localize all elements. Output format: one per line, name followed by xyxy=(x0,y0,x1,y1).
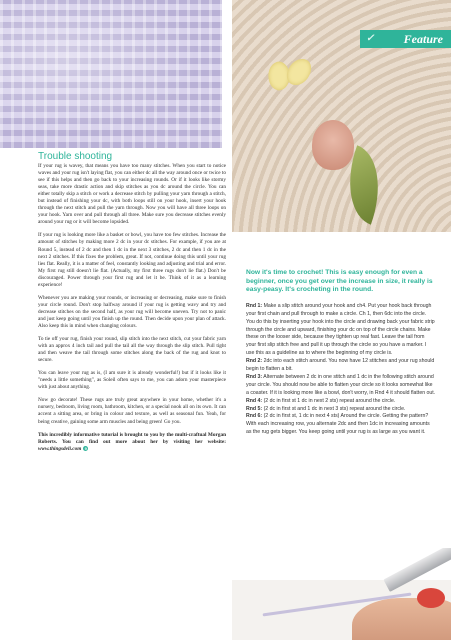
round-list xyxy=(246,303,436,437)
round-text: (2 dc in first st, 1 dc in next 4 sts) Around the circle. Getting the pattern? With each increasing row, you alternate 2dc and then 1dc in increasing amounts as the rug gets bigger. You keep going until your rug is as large as you want it. xyxy=(246,413,430,436)
round-text: Alternate between 2 dc in one stitch and 1 dc in the following stitch around your circle. You should now be able to flatten your circle so it looks somewhat like a coaster. If it is looking more like a bowl, don't worry, in Rnd 4 it should flatten out. xyxy=(246,373,436,396)
round-text: 2dc into each stitch around. You now have 12 stitches and your rug should begin to flatten a bit. xyxy=(246,358,435,373)
instructions-intro: Now it's time to crochet! This is easy enough for even a beginner, once you get over the increase in size, it really is easy-peasy. It's crocheting in the round. xyxy=(246,269,433,294)
round-text: Make a slip stitch around your hook and ch4. Put your hook back through your first chain and pull through to make a circle. Ch 1, then 6dc into the circle. You do this by inserting your hook into the circle and drawing back your fabric strip through the circle and upward, finishing your dc on top of the circle chains. Make these on the looser side, because they tighten up real fast. Leave the tail from your first slip stitch free and pull it up through the circle so you have a marker. I use this as a guideline as to where the beginning of my circle is. xyxy=(246,302,435,357)
round-step xyxy=(246,358,436,374)
body-paragraph: You can leave your rug as is, (I am sure it is already wonderful!) but if it looks like it "needs a little something", as Soleil often says to me, you can adorn your masterpiece with just about anything. xyxy=(38,370,226,391)
round-step xyxy=(246,303,436,358)
round-step xyxy=(246,406,436,414)
body-paragraph: To tie off your rug, finish your round, slip stitch into the next stitch, cut your fabric yarn with an approx 4 inch tail and pull the tail all the way through the slip stitch. Pull tight and then weave the tail through some stitches along the back of the rug and knot to secure. xyxy=(38,336,226,364)
troubleshooting-heading: Trouble shooting xyxy=(38,151,113,162)
author-credit xyxy=(38,432,226,453)
scissors-photo xyxy=(232,548,451,640)
butterfly-appliqué xyxy=(268,58,314,98)
body-paragraph: Whenever you are making your rounds, or increasing or decreasing, make sure to finish your circle round. Don't stop halfway around if your rug is getting wavy and try and decrease stitches on the second half, as your rug will become uneven. Try not to panic and just keep going until you finish up the round. Then decide upon your plan of attack. Also keep this in mind when changing colours. xyxy=(38,294,226,329)
page-number: 9 xyxy=(84,445,87,451)
round-label: Rnd 5: xyxy=(246,405,263,412)
feature-tab: ✓ Feature xyxy=(360,30,451,48)
round-label: Rnd 4: xyxy=(246,397,263,404)
round-label: Rnd 6: xyxy=(246,413,263,420)
scissors-blade xyxy=(383,548,451,592)
author-website-link[interactable]: www.thingsdeli.com xyxy=(38,445,82,452)
instructions-column xyxy=(246,269,436,437)
credit-text: This incredibly informative tutorial is brought to you by the multi-craftual Morgan Roberts. You can find out more about her by visiting her website: xyxy=(38,431,226,445)
round-label: Rnd 1: xyxy=(246,302,263,309)
round-label: Rnd 3: xyxy=(246,373,263,380)
flower-appliqué xyxy=(312,120,354,170)
round-label: Rnd 2: xyxy=(246,358,263,365)
yarn-closeup-photo xyxy=(0,0,222,148)
round-step xyxy=(246,398,436,406)
round-text: (2 dc in first st and 1 dc in next 3 sts) repeat around the circle. xyxy=(262,405,406,412)
troubleshooting-column xyxy=(38,150,226,459)
scissors-handle xyxy=(417,588,445,608)
round-step xyxy=(246,413,436,437)
round-text: (2 dc in first st 1 dc in next 2 sts) repeat around the circle. xyxy=(262,397,396,404)
body-paragraph: If your rug is looking more like a basket or bowl, you have too few stitches. Increase the amount of stitches by making more 2 dc in your dc stitches. For example, if you are at Round 5, instead of 2 dc and then 1 dc in the next 3 stitches, 2 dc and then 1 dc in the next 2 stitches. If this fixes the problem, great. If not, continue doing this until your rug lies flat. Really, it is a matter of feel, constantly looking and adjusting and trial and error. My first rug still doesn't lie flat. (Actually, my first three rugs don't lie flat.) Don't be discouraged. Power through your first rug and let it be. Think of it as a learning experience! xyxy=(38,232,226,288)
body-paragraph: If your rug is wavey, that means you have too many stitches. When you start to notice waves and your rug isn't laying flat, you can either dc all the way around once or twice to see if this helps and then go back to your increasing rounds. Or if it looks like stormy seas, take more drastic action and skip stitches as you dc around the circle. You can either totally skip a stitch or work a decrease stitch by pulling your yarn through a stitch, but instead of finishing your dc, with both loops still on your hook, insert your hook through the next stitch and pull the yarn through. Now you will have all three loops on your hook. Yarn over and pull through all three. Make sure you decrease stitches evenly around your rug or it will become lopsided. xyxy=(38,163,226,226)
body-paragraph: Now go decorate! These rugs are truly great anywhere in your home, whether it's a nursery, bedroom, living room, bathroom, kitchen, or a special nook all on its own. It can accent a sitting area, or bring in colour and texture, as well as seasonal fun. Yeah, for being creative, gaining some arm muscles and being green! Go you. xyxy=(38,397,226,425)
round-step xyxy=(246,374,436,398)
